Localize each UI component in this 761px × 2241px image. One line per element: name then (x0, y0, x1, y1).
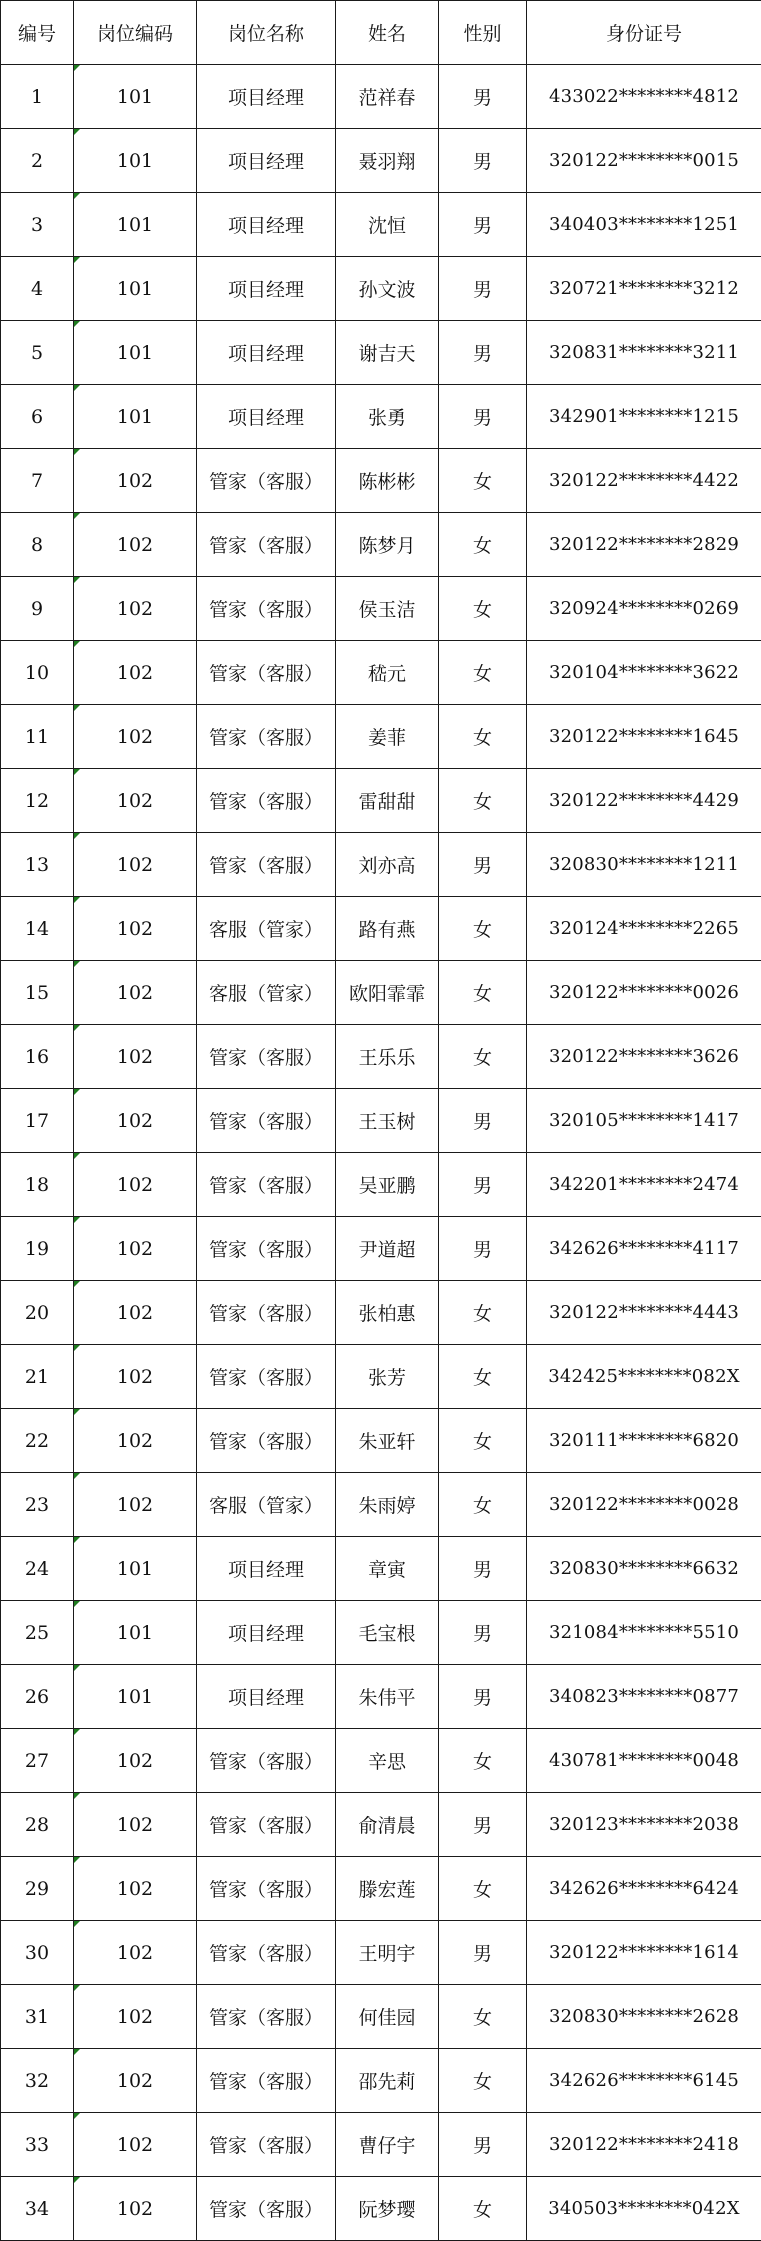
cell-position-name: 管家（客服） (197, 1921, 336, 1985)
cell-gender: 女 (439, 513, 527, 577)
table-row (1, 2113, 761, 2177)
cell-position-name: 管家（客服） (197, 1985, 336, 2049)
cell-position-name: 管家（客服） (197, 1025, 336, 1089)
cell-gender: 女 (439, 2049, 527, 2113)
cell-position-code: 102 (74, 1729, 197, 1793)
cell-name: 张柏惠 (336, 1281, 439, 1345)
cell-name: 谢吉天 (336, 321, 439, 385)
cell-position-code: 102 (74, 641, 197, 705)
cell-position-code: 102 (74, 2049, 197, 2113)
table-row (1, 1985, 761, 2049)
cell-number: 15 (1, 961, 74, 1025)
header-number: 编号 (1, 1, 74, 65)
cell-gender: 女 (439, 769, 527, 833)
cell-position-code: 102 (74, 1921, 197, 1985)
cell-number: 20 (1, 1281, 74, 1345)
cell-number: 12 (1, 769, 74, 833)
cell-name: 滕宏莲 (336, 1857, 439, 1921)
cell-position-name: 管家（客服） (197, 1217, 336, 1281)
table-row (1, 897, 761, 961)
cell-id-number: 320122********2418 (527, 2113, 761, 2177)
table-row (1, 1281, 761, 1345)
cell-position-name: 项目经理 (197, 1665, 336, 1729)
cell-position-code: 102 (74, 1409, 197, 1473)
cell-name: 王玉树 (336, 1089, 439, 1153)
table-row (1, 1601, 761, 1665)
cell-id-number: 342901********1215 (527, 385, 761, 449)
cell-position-name: 管家（客服） (197, 833, 336, 897)
cell-name: 吴亚鹏 (336, 1153, 439, 1217)
cell-position-name: 管家（客服） (197, 1345, 336, 1409)
cell-name: 路有燕 (336, 897, 439, 961)
cell-id-number: 320122********4422 (527, 449, 761, 513)
cell-name: 张勇 (336, 385, 439, 449)
cell-position-code: 101 (74, 129, 197, 193)
table-row (1, 1793, 761, 1857)
cell-id-number: 342201********2474 (527, 1153, 761, 1217)
cell-id-number: 340403********1251 (527, 193, 761, 257)
cell-name: 章寅 (336, 1537, 439, 1601)
cell-position-code: 102 (74, 705, 197, 769)
table-row (1, 1537, 761, 1601)
cell-position-code: 102 (74, 1793, 197, 1857)
table-row (1, 2177, 761, 2241)
cell-position-code: 102 (74, 1985, 197, 2049)
cell-number: 5 (1, 321, 74, 385)
cell-gender: 女 (439, 705, 527, 769)
cell-position-code: 102 (74, 1857, 197, 1921)
cell-gender: 男 (439, 1217, 527, 1281)
cell-gender: 男 (439, 2113, 527, 2177)
cell-position-code: 102 (74, 1345, 197, 1409)
cell-id-number: 320122********4429 (527, 769, 761, 833)
cell-position-name: 管家（客服） (197, 1281, 336, 1345)
cell-gender: 男 (439, 193, 527, 257)
table-row (1, 513, 761, 577)
cell-position-name: 客服（管家） (197, 1473, 336, 1537)
cell-id-number: 320122********0026 (527, 961, 761, 1025)
table-row (1, 1473, 761, 1537)
cell-position-name: 管家（客服） (197, 2049, 336, 2113)
cell-number: 27 (1, 1729, 74, 1793)
cell-position-name: 项目经理 (197, 193, 336, 257)
table-row (1, 1409, 761, 1473)
cell-gender: 女 (439, 577, 527, 641)
cell-position-name: 管家（客服） (197, 513, 336, 577)
cell-number: 29 (1, 1857, 74, 1921)
cell-position-code: 102 (74, 1281, 197, 1345)
cell-position-code: 102 (74, 1025, 197, 1089)
cell-position-name: 管家（客服） (197, 1409, 336, 1473)
table-row (1, 129, 761, 193)
cell-number: 7 (1, 449, 74, 513)
cell-position-code: 101 (74, 1537, 197, 1601)
cell-id-number: 320830********6632 (527, 1537, 761, 1601)
table-row (1, 321, 761, 385)
cell-position-name: 管家（客服） (197, 1089, 336, 1153)
cell-number: 22 (1, 1409, 74, 1473)
cell-number: 32 (1, 2049, 74, 2113)
cell-name: 朱伟平 (336, 1665, 439, 1729)
cell-id-number: 320721********3212 (527, 257, 761, 321)
cell-number: 4 (1, 257, 74, 321)
cell-id-number: 320122********2829 (527, 513, 761, 577)
table-row (1, 577, 761, 641)
cell-position-code: 102 (74, 449, 197, 513)
cell-position-code: 101 (74, 1665, 197, 1729)
cell-position-code: 101 (74, 193, 197, 257)
cell-gender: 女 (439, 1025, 527, 1089)
cell-id-number: 320122********1645 (527, 705, 761, 769)
cell-name: 沈恒 (336, 193, 439, 257)
table-row (1, 1025, 761, 1089)
cell-gender: 男 (439, 321, 527, 385)
cell-gender: 女 (439, 1345, 527, 1409)
cell-gender: 男 (439, 1665, 527, 1729)
cell-position-code: 102 (74, 2113, 197, 2177)
cell-position-name: 项目经理 (197, 65, 336, 129)
cell-name: 侯玉洁 (336, 577, 439, 641)
cell-id-number: 320831********3211 (527, 321, 761, 385)
cell-gender: 女 (439, 1281, 527, 1345)
cell-position-code: 102 (74, 769, 197, 833)
cell-id-number: 320123********2038 (527, 1793, 761, 1857)
cell-position-name: 管家（客服） (197, 1153, 336, 1217)
cell-position-name: 管家（客服） (197, 769, 336, 833)
cell-id-number: 320830********2628 (527, 1985, 761, 2049)
cell-name: 欧阳霏霏 (336, 961, 439, 1025)
cell-name: 邵先莉 (336, 2049, 439, 2113)
cell-number: 13 (1, 833, 74, 897)
cell-position-name: 管家（客服） (197, 577, 336, 641)
header-name: 姓名 (336, 1, 439, 65)
cell-name: 王乐乐 (336, 1025, 439, 1089)
cell-name: 刘亦高 (336, 833, 439, 897)
cell-name: 孙文波 (336, 257, 439, 321)
cell-number: 6 (1, 385, 74, 449)
table-row (1, 833, 761, 897)
cell-position-code: 102 (74, 897, 197, 961)
cell-position-code: 102 (74, 1217, 197, 1281)
cell-name: 王明宇 (336, 1921, 439, 1985)
cell-position-name: 管家（客服） (197, 449, 336, 513)
table-row (1, 257, 761, 321)
header-position-name: 岗位名称 (197, 1, 336, 65)
cell-gender: 女 (439, 1473, 527, 1537)
cell-position-name: 客服（管家） (197, 961, 336, 1025)
cell-number: 9 (1, 577, 74, 641)
cell-position-name: 管家（客服） (197, 2177, 336, 2241)
cell-name: 曹仔宇 (336, 2113, 439, 2177)
cell-number: 25 (1, 1601, 74, 1665)
table-row (1, 449, 761, 513)
cell-gender: 男 (439, 833, 527, 897)
table-body (1, 65, 761, 2241)
cell-gender: 女 (439, 1729, 527, 1793)
cell-number: 1 (1, 65, 74, 129)
table-row (1, 1345, 761, 1409)
cell-id-number: 320924********0269 (527, 577, 761, 641)
cell-number: 33 (1, 2113, 74, 2177)
cell-id-number: 321084********5510 (527, 1601, 761, 1665)
cell-name: 雷甜甜 (336, 769, 439, 833)
cell-id-number: 433022********4812 (527, 65, 761, 129)
cell-gender: 男 (439, 65, 527, 129)
cell-name: 阮梦璎 (336, 2177, 439, 2241)
cell-gender: 女 (439, 961, 527, 1025)
cell-gender: 女 (439, 641, 527, 705)
cell-position-name: 管家（客服） (197, 1857, 336, 1921)
cell-id-number: 342425********082X (527, 1345, 761, 1409)
table-row (1, 1921, 761, 1985)
cell-name: 俞清晨 (336, 1793, 439, 1857)
cell-gender: 女 (439, 1985, 527, 2049)
cell-name: 陈梦月 (336, 513, 439, 577)
cell-position-code: 102 (74, 577, 197, 641)
cell-position-name: 项目经理 (197, 321, 336, 385)
table-row (1, 65, 761, 129)
cell-number: 31 (1, 1985, 74, 2049)
table-row (1, 1217, 761, 1281)
cell-gender: 男 (439, 1793, 527, 1857)
cell-position-name: 项目经理 (197, 1601, 336, 1665)
cell-number: 28 (1, 1793, 74, 1857)
cell-gender: 女 (439, 897, 527, 961)
cell-position-name: 客服（管家） (197, 897, 336, 961)
cell-number: 2 (1, 129, 74, 193)
cell-id-number: 340823********0877 (527, 1665, 761, 1729)
cell-id-number: 320122********0015 (527, 129, 761, 193)
cell-position-name: 项目经理 (197, 385, 336, 449)
table-header (1, 1, 761, 65)
cell-id-number: 320122********0028 (527, 1473, 761, 1537)
cell-position-name: 管家（客服） (197, 641, 336, 705)
cell-number: 11 (1, 705, 74, 769)
cell-number: 17 (1, 1089, 74, 1153)
cell-number: 21 (1, 1345, 74, 1409)
cell-name: 毛宝根 (336, 1601, 439, 1665)
cell-id-number: 342626********4117 (527, 1217, 761, 1281)
cell-gender: 男 (439, 1921, 527, 1985)
cell-number: 10 (1, 641, 74, 705)
cell-id-number: 342626********6145 (527, 2049, 761, 2113)
table-row (1, 705, 761, 769)
cell-number: 8 (1, 513, 74, 577)
cell-gender: 女 (439, 1857, 527, 1921)
cell-name: 范祥春 (336, 65, 439, 129)
cell-number: 14 (1, 897, 74, 961)
cell-gender: 男 (439, 129, 527, 193)
cell-position-code: 101 (74, 1601, 197, 1665)
cell-id-number: 320111********6820 (527, 1409, 761, 1473)
cell-number: 3 (1, 193, 74, 257)
cell-position-name: 项目经理 (197, 1537, 336, 1601)
cell-position-code: 102 (74, 513, 197, 577)
cell-number: 23 (1, 1473, 74, 1537)
table-row (1, 1729, 761, 1793)
cell-id-number: 320124********2265 (527, 897, 761, 961)
cell-name: 聂羽翔 (336, 129, 439, 193)
cell-id-number: 320122********3626 (527, 1025, 761, 1089)
cell-position-name: 管家（客服） (197, 1793, 336, 1857)
cell-number: 18 (1, 1153, 74, 1217)
cell-number: 24 (1, 1537, 74, 1601)
cell-number: 26 (1, 1665, 74, 1729)
cell-name: 姜菲 (336, 705, 439, 769)
table-row (1, 1153, 761, 1217)
table-row (1, 193, 761, 257)
cell-position-code: 101 (74, 257, 197, 321)
cell-position-name: 管家（客服） (197, 705, 336, 769)
table-row (1, 769, 761, 833)
cell-gender: 女 (439, 1409, 527, 1473)
cell-gender: 女 (439, 2177, 527, 2241)
table-row (1, 641, 761, 705)
cell-position-name: 项目经理 (197, 257, 336, 321)
cell-id-number: 342626********6424 (527, 1857, 761, 1921)
cell-id-number: 340503********042X (527, 2177, 761, 2241)
table-row (1, 961, 761, 1025)
cell-position-name: 管家（客服） (197, 2113, 336, 2177)
cell-position-name: 项目经理 (197, 129, 336, 193)
cell-number: 16 (1, 1025, 74, 1089)
cell-position-code: 102 (74, 1473, 197, 1537)
cell-position-code: 101 (74, 321, 197, 385)
cell-number: 34 (1, 2177, 74, 2241)
cell-name: 朱雨婷 (336, 1473, 439, 1537)
cell-name: 张芳 (336, 1345, 439, 1409)
cell-number: 30 (1, 1921, 74, 1985)
cell-name: 朱亚轩 (336, 1409, 439, 1473)
cell-position-code: 102 (74, 833, 197, 897)
cell-position-code: 102 (74, 1089, 197, 1153)
cell-id-number: 320122********1614 (527, 1921, 761, 1985)
cell-position-code: 102 (74, 2177, 197, 2241)
header-position-code: 岗位编码 (74, 1, 197, 65)
cell-position-code: 101 (74, 385, 197, 449)
table-row (1, 2049, 761, 2113)
cell-number: 19 (1, 1217, 74, 1281)
header-row (1, 1, 761, 65)
cell-id-number: 320105********1417 (527, 1089, 761, 1153)
cell-gender: 男 (439, 1601, 527, 1665)
cell-id-number: 320104********3622 (527, 641, 761, 705)
cell-position-code: 101 (74, 65, 197, 129)
cell-gender: 男 (439, 1537, 527, 1601)
cell-name: 尹道超 (336, 1217, 439, 1281)
table-row (1, 1089, 761, 1153)
header-gender: 性别 (439, 1, 527, 65)
header-id-number: 身份证号 (527, 1, 761, 65)
cell-gender: 男 (439, 1089, 527, 1153)
cell-gender: 男 (439, 257, 527, 321)
cell-name: 陈彬彬 (336, 449, 439, 513)
cell-name: 嵇元 (336, 641, 439, 705)
table-row (1, 1857, 761, 1921)
cell-gender: 男 (439, 1153, 527, 1217)
cell-name: 何佳园 (336, 1985, 439, 2049)
cell-gender: 男 (439, 385, 527, 449)
cell-position-name: 管家（客服） (197, 1729, 336, 1793)
cell-name: 辛思 (336, 1729, 439, 1793)
cell-gender: 女 (439, 449, 527, 513)
cell-id-number: 430781********0048 (527, 1729, 761, 1793)
cell-id-number: 320122********4443 (527, 1281, 761, 1345)
cell-position-code: 102 (74, 961, 197, 1025)
table-row (1, 385, 761, 449)
cell-id-number: 320830********1211 (527, 833, 761, 897)
table-row (1, 1665, 761, 1729)
cell-position-code: 102 (74, 1153, 197, 1217)
